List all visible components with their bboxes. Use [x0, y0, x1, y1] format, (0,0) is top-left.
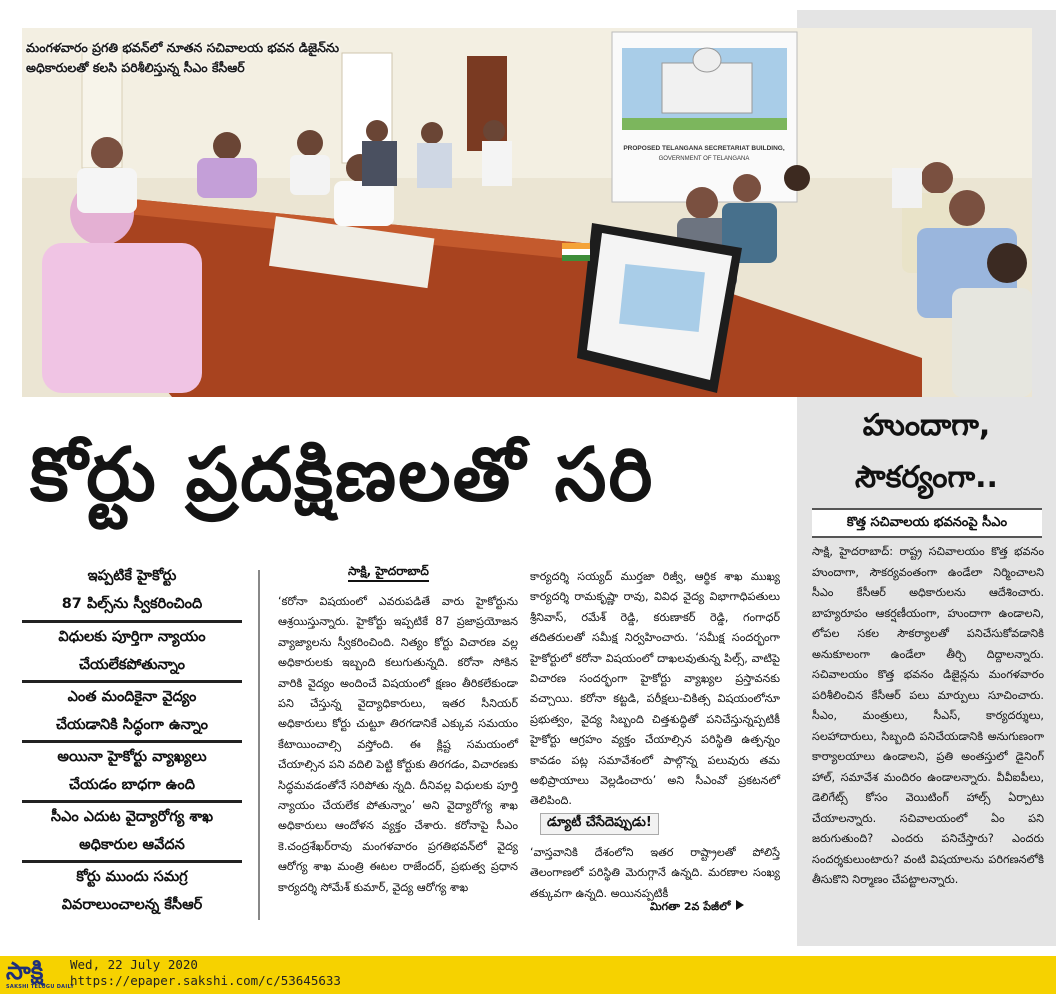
highlight-3-line1: ఎంత మందికైనా వైద్యం: [67, 689, 197, 705]
sidebar-title-line2: సౌకర్యంగా..: [855, 460, 998, 495]
screen-title-line2: GOVERNMENT OF TELANGANA: [658, 156, 750, 162]
highlight-1: [22, 562, 242, 618]
meeting-photo-illustration: [22, 28, 1032, 397]
photo-caption-line2: అధికారులతో కలసి పరిశీలిస్తున్న సీఎం కేసీఆర్: [26, 60, 245, 75]
highlight-6-line2: వివరాలుంచాలన్న కేసీఆర్: [61, 897, 203, 913]
sakshi-logo-tagline: SAKSHI TELUGU DAILY: [6, 984, 75, 990]
photo-caption: [26, 38, 339, 78]
column-divider: [258, 570, 260, 920]
arrow-right-icon: [736, 900, 744, 910]
sakshi-logo: సాక్షి: [6, 957, 44, 985]
article-column-2-text: కార్యదర్శి సయ్యద్ ముర్తజా రిజ్వీ, ఆర్థిక శాఖ ముఖ్య కార్యదర్శి రామకృష్ణా రావు, వివిధ వైద్య విభాగాధిపతులు శ్రీనివాస్, రమేశ్ రెడ్డి, కరుణాకర్ రెడ్డి, గంగాధర్ తదితరులతో సమీక్ష నిర్వహించారు. ‘సమీక్ష సందర్భంగా హైకోర్టులో కరోనా విషయంలో దాఖలవుతున్న పిల్స్, వాటిపై విచారణ సందర్భంగా హైకోర్టు వ్యాఖ్యల ప్రస్తావనకు వచ్చాయి. కరోనా కట్టడి, పరీక్షలు-చికిత్స విషయంలోనూ ప్రభుత్వం, వైద్య సిబ్బంది చిత్తశుద్ధితో పనిచేస్తున్నప్పటికీ హైకోర్టు ఆగ్రహం వ్యక్తం చేయాల్సిన పరిస్థితి ఉత్పన్నం కావడం పట్ల సమావేశంలో పాల్గొన్న పలువురు తమ అభిప్రాయాలు వెల్లడించారు’ అని సీఎంవో ప్రకటనలో తెలిపింది.: [530, 570, 780, 808]
meeting-photo: [22, 28, 1032, 397]
continued-label: మిగతా 2వ పేజీలో: [650, 900, 731, 913]
highlight-5-line2: అధికారుల ఆవేదన: [79, 837, 185, 853]
highlight-6-line1: కోర్టు ముందు సమగ్ర: [76, 869, 188, 885]
sidebar-body-text: సాక్షి, హైదరాబాద్: రాష్ట్ర సచివాలయం కొత్త భవనం హుందాగా, సౌకర్యవంతంగా ఉండేలా నిర్మించాలని సీఎం కేసీఆర్ అధికారులను ఆదేశించారు. బాహ్యరూపం ఆకర్షణీయంగా, హుందాగా ఉండాలని, లోపల సకల సౌకర్యాలతో పనిచేసుకోవడానికి అనుకూలంగా ఉండేలా తీర్చి దిద్దాలన్నారు. సచివాలయం కొత్త భవనం డిజైన్లను మంగళవారం పరిశీలించిన కేసీఆర్ పలు మార్పులు సూచించారు. సీఎం, మంత్రులు, సీఎస్, కార్యదర్శులు, సలహాదారులు, సిబ్బంది పనిచేయడానికి అనుగుణంగా కార్యాలయాలు ఉండాలని, ప్రతి అంతస్తులో డైనింగ్ హాల్, సమావేశ మందిరం ఉండాలన్నారు. వీవీఐపీలు, డెలిగేట్స్ కోసం వెయిటింగ్ హాల్స్ ఏర్పాటు చేయాలన్నారు. సచివాలయంలో ఏం పని జరుగుతుంది? ఎందరు పనిచేస్తారు? ఎందరు సందర్శకులుంటారు? వంటి విషయాలను పరిగణనలోకి తీసుకొని నిర్మాణం చేపట్టాలన్నారు.: [812, 545, 1044, 886]
highlight-5: [22, 800, 242, 859]
highlight-1-line1: ఇప్పటికే హైకోర్టు: [87, 568, 177, 584]
sidebar-article-body: [812, 542, 1044, 891]
highlight-2-line1: విధులకు పూర్తిగా న్యాయం: [58, 629, 206, 645]
highlight-5-line1: సీఎం ఎదుట వైద్యారోగ్య శాఖ: [50, 809, 214, 825]
highlight-2-line2: చేయలేకపోతున్నాం: [78, 657, 186, 673]
continued-on-page[interactable]: [650, 900, 744, 916]
highlight-4-line1: అయినా హైకోర్టు వ్యాఖ్యలు: [57, 749, 207, 765]
highlight-3: [22, 680, 242, 739]
sidebar-title-line1: హుందాగా,: [862, 408, 991, 443]
highlight-3-line2: చేయడానికి సిద్ధంగా ఉన్నాం: [55, 717, 209, 733]
edition-date: Wed, 22 July 2020: [70, 957, 198, 972]
article-subheading: డ్యూటీ చేసేదెప్పుడు!: [540, 813, 659, 835]
article-column-1-text: ‘కరోనా విషయంలో ఎవరుపడితే వారు హైకోర్టును ఆశ్రయిస్తున్నారు. హైకోర్టు ఇప్పటికే 87 ప్రజాప్రయోజన వ్యాజ్యాలను స్వీకరించింది. నిత్యం కోర్టు విచారణ వల్ల అధికారులకు ఇబ్బంది కలుగుతున్నది. కరోనా సోకిన వారికి వైద్యం అందించే విషయంలో క్షణం తీరికలేకుండా పని చేస్తున్న వైద్యాధికారులు, ఇతర సీనియర్ అధికారులు కోర్టు చుట్టూ తిరగడానికే ఎక్కువ సమయం కేటాయించాల్సి వస్తోంది. ఈ క్లిష్ట సమయంలో చేయాల్సిన పని వదిలి పెట్టి కోర్టుకు తిరగడం, విచారణకు సిద్ధమవడంతోనే సరిపోతు న్నది. దీనివల్ల విధులకు పూర్తి న్యాయం చేయలేక పోతున్నాం’ అని వైద్యారోగ్య శాఖ అధికారులు ఆందోళన వ్యక్తం చేశారు. కరోనాపై సీఎం కె.చంద్రశేఖర్‌రావు మంగళవారం ప్రగతిభవన్‌లో వైద్య ఆరోగ్య శాఖ మంత్రి ఈటల రాజేందర్, ప్రభుత్వ ప్రధాన కార్యదర్శి సోమేశ్ కుమార్, వైద్య ఆరోగ్య శాఖ: [278, 595, 518, 894]
highlight-4: [22, 740, 242, 799]
sidebar-title: [797, 400, 1056, 504]
highlight-4-line2: చేయడం బాధగా ఉంది: [69, 777, 195, 793]
article-dateline: సాక్షి, హైదరాబాద్: [348, 562, 429, 582]
article-column-2: [530, 567, 780, 812]
article-column-1: [278, 592, 518, 898]
photo-caption-line1: మంగళవారం ప్రగతి భవన్‌లో నూతన సచివాలయ భవన డిజైన్‌ను: [26, 40, 340, 55]
epaper-url[interactable]: https://epaper.sakshi.com/c/53645633: [70, 973, 341, 988]
highlight-6: [22, 860, 242, 919]
highlight-1-line2: 87 పిల్స్‌ను స్వీకరించింది: [61, 596, 203, 612]
article-column-2b-text: ‘వాస్తవానికి దేశంలోని ఇతర రాష్ట్రాలతో పోలిస్తే తెలంగాణలో పరిస్థితి మెరుగ్గానే ఉన్నది. మరణాల సంఖ్య తక్కువగా ఉన్నది. అయినప్పటికీ: [530, 846, 780, 900]
article-column-2-continued: [530, 843, 780, 904]
highlight-2: [22, 620, 242, 679]
main-headline: కోర్టు ప్రదక్షిణలతో సరి: [30, 432, 655, 518]
sidebar-subtitle: కొత్త సచివాలయ భవనంపై సీఎం: [812, 508, 1042, 538]
screen-title-line1: PROPOSED TELANGANA SECRETARIAT BUILDING,: [623, 145, 785, 152]
